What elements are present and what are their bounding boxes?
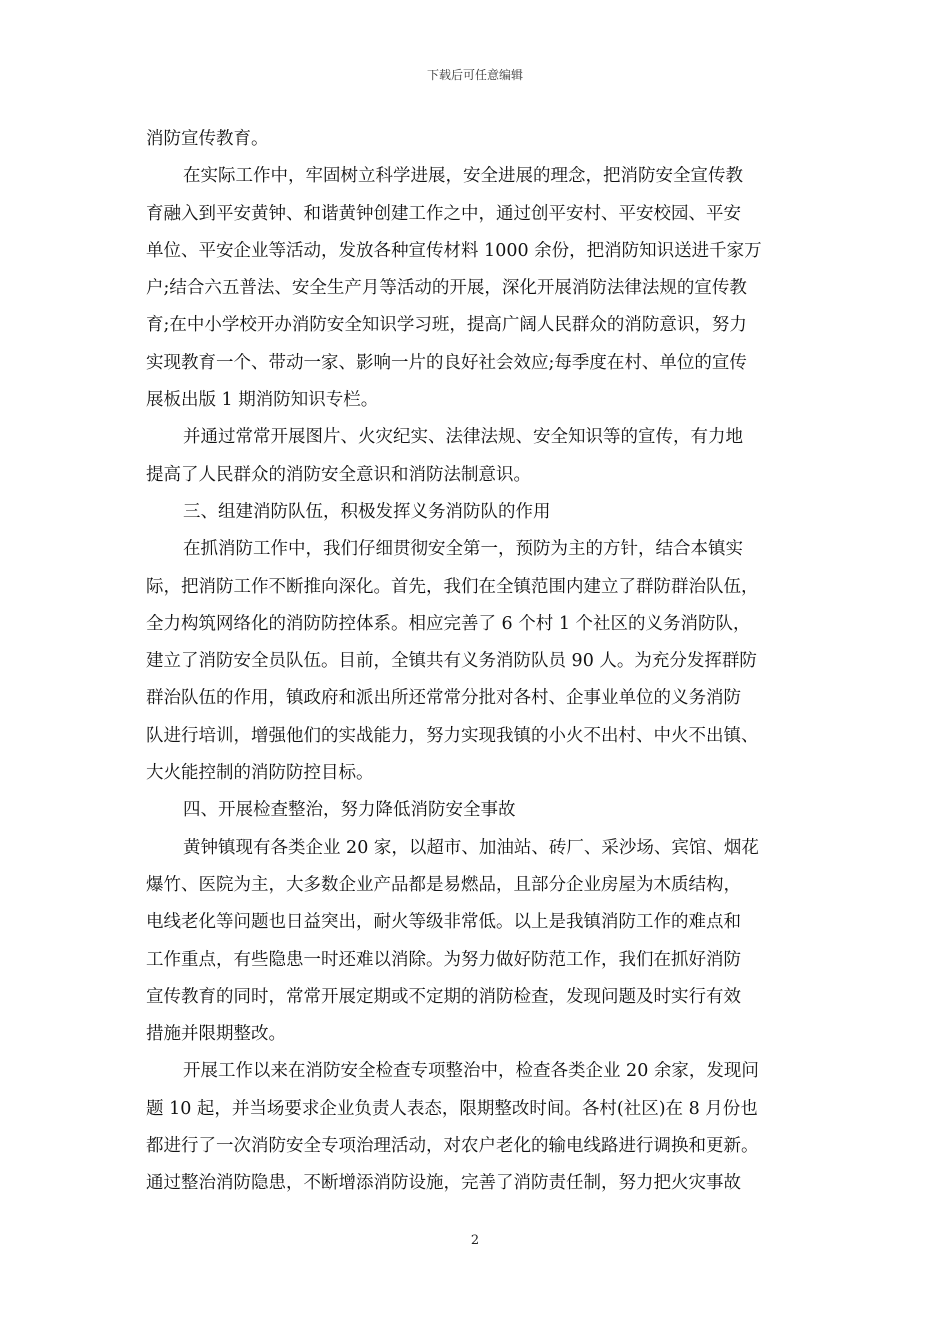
- text-line: 实现教育一个、带动一家、影响一片的良好社会效应;每季度在村、单位的宣传: [146, 352, 747, 373]
- text-line: 题 10 起，并当场要求企业负责人表态，限期整改时间。各村(社区)在 8 月份也: [146, 1098, 758, 1119]
- text-line: 宣传教育的同时，常常开展定期或不定期的消防检查，发现问题及时实行有效: [146, 986, 741, 1007]
- text-line: 群治队伍的作用，镇政府和派出所还常常分批对各村、企事业单位的义务消防: [146, 688, 741, 709]
- header-note: 下载后可任意编辑: [426, 68, 523, 82]
- text-line: 建立了消防安全员队伍。目前，全镇共有义务消防队员 90 人。为充分发挥群防: [146, 651, 757, 672]
- text-line: 都进行了一次消防安全专项治理活动，对农户老化的输电线路进行调换和更新。: [146, 1136, 759, 1157]
- paragraph-first-line: 开展工作以来在消防安全检查专项整治中，检查各类企业 20 余家，发现问: [183, 1061, 759, 1082]
- paragraph-first-line: 黄钟镇现有各类企业 20 家，以超市、加油站、砖厂、采沙场、宾馆、烟花: [183, 837, 759, 858]
- text-line: 爆竹、医院为主，大多数企业产品都是易燃品，且部分企业房屋为木质结构，: [146, 874, 741, 895]
- paragraph-first-line: 在实际工作中，牢固树立科学进展，安全进展的理念，把消防安全宣传教: [183, 166, 743, 187]
- text-line: 措施并限期整改。: [146, 1024, 286, 1045]
- section-heading-3: 三、组建消防队伍，积极发挥义务消防队的作用: [183, 501, 551, 522]
- text-line: 育;在中小学校开办消防安全知识学习班，提高广阔人民群众的消防意识，努力: [146, 315, 747, 336]
- text-line: 展板出版 1 期消防知识专栏。: [146, 390, 379, 411]
- text-line: 通过整治消防隐患，不断增添消防设施，完善了消防责任制，努力把火灾事故: [146, 1173, 741, 1194]
- document-body: [146, 121, 810, 1203]
- text-line: 队进行培训，增强他们的实战能力，努力实现我镇的小火不出村、中火不出镇、: [146, 725, 759, 746]
- text-line: 单位、平安企业等活动，发放各种宣传材料 1000 余份，把消防知识送进千家万: [146, 240, 762, 261]
- text-line: 全力构筑网络化的消防防控体系。相应完善了 6 个村 1 个社区的义务消防队，: [146, 613, 751, 634]
- paragraph-first-line: 并通过常常开展图片、火灾纪实、法律法规、安全知识等的宣传，有力地: [183, 427, 743, 448]
- text-line: 消防宣传教育。: [146, 129, 269, 149]
- text-line: 提高了人民群众的消防安全意识和消防法制意识。: [146, 464, 531, 485]
- paragraph-first-line: 在抓消防工作中，我们仔细贯彻安全第一，预防为主的方针，结合本镇实: [183, 539, 743, 560]
- page-number: 2: [470, 1233, 480, 1248]
- text-line: 户;结合六五普法、安全生产月等活动的开展，深化开展消防法律法规的宣传教: [146, 278, 747, 299]
- text-line: 电线老化等问题也日益突出，耐火等级非常低。以上是我镇消防工作的难点和: [146, 912, 741, 933]
- text-line: 育融入到平安黄钟、和谐黄钟创建工作之中，通过创平安村、平安校园、平安: [146, 203, 741, 224]
- section-heading-4: 四、开展检查整治，努力降低消防安全事故: [183, 800, 516, 821]
- text-line: 工作重点，有些隐患一时还难以消除。为努力做好防范工作，我们在抓好消防: [146, 949, 741, 970]
- text-line: 际，把消防工作不断推向深化。首先，我们在全镇范围内建立了群防群治队伍，: [146, 576, 759, 597]
- text-line: 大火能控制的消防防控目标。: [146, 763, 374, 784]
